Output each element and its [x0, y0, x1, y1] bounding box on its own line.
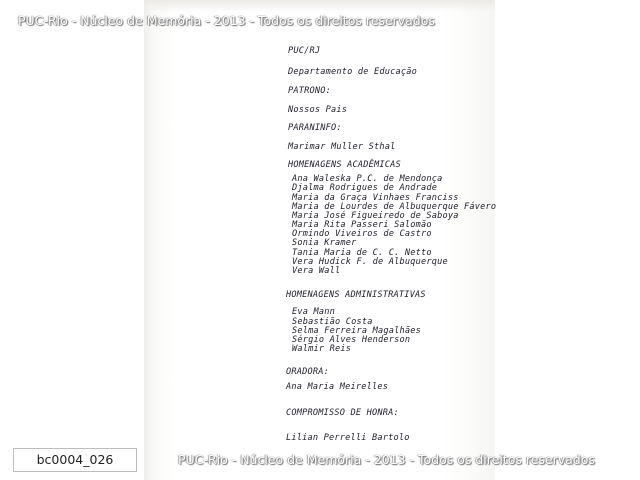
document-id-label: bc0004_026: [13, 448, 137, 472]
academic-name: Ormindo Viveiros de Castro: [292, 229, 432, 239]
academic-name: Maria José Figueiredo de Saboya: [292, 211, 459, 221]
academic-name: Maria Rita Passeri Salomão: [292, 220, 432, 230]
page-top-edge-shadow: [144, 0, 495, 12]
institution-line: PUC/RJ: [288, 46, 321, 56]
academic-name: Tania Maria de C. C. Netto: [292, 248, 432, 258]
compromisso-heading: COMPROMISSO DE HONRA:: [286, 408, 399, 418]
patrono-heading: PATRONO:: [288, 86, 331, 96]
oradora-heading: ORADORA:: [286, 367, 329, 377]
admin-name: Selma Ferreira Magalhães: [292, 326, 421, 336]
paraninfo-heading: PARANINFO:: [288, 123, 342, 133]
academic-heading: HOMENAGENS ACADÊMICAS: [288, 160, 401, 170]
academic-name: Maria da Graça Vinhaes Franciss: [292, 193, 459, 203]
patrono-name: Nossos Pais: [288, 105, 348, 115]
admin-name: Eva Mann: [292, 307, 335, 317]
watermark-bottom: PUC-Rio - Núcleo de Memória - 2013 - Todos os direitos reservados: [178, 452, 595, 467]
admin-heading: HOMENAGENS ADMINISTRATIVAS: [286, 290, 426, 300]
academic-name: Ana Waleska P.C. de Mendonça: [292, 174, 443, 184]
admin-name: Walmir Reis: [292, 344, 352, 354]
department-line: Departamento de Educação: [288, 67, 417, 77]
admin-name: Sebastião Costa: [292, 317, 373, 327]
academic-name: Maria de Lourdes de Albuquerque Fávero: [292, 202, 497, 212]
oradora-name: Ana Maria Meirelles: [286, 382, 389, 392]
academic-name: Djalma Rodrigues de Andrade: [292, 183, 438, 193]
compromisso-name: Lilian Perrelli Bartolo: [286, 433, 410, 443]
academic-name: Vera Hudick F. de Albuquerque: [292, 257, 448, 267]
watermark-top: PUC-Rio - Núcleo de Memória - 2013 - Todos os direitos reservados: [18, 13, 435, 28]
admin-name: Sérgio Alves Henderson: [292, 335, 411, 345]
academic-name: Vera Wall: [292, 266, 341, 276]
academic-name: Sonia Kramer: [292, 238, 357, 248]
paraninfo-name: Marimar Muller Sthal: [288, 142, 396, 152]
